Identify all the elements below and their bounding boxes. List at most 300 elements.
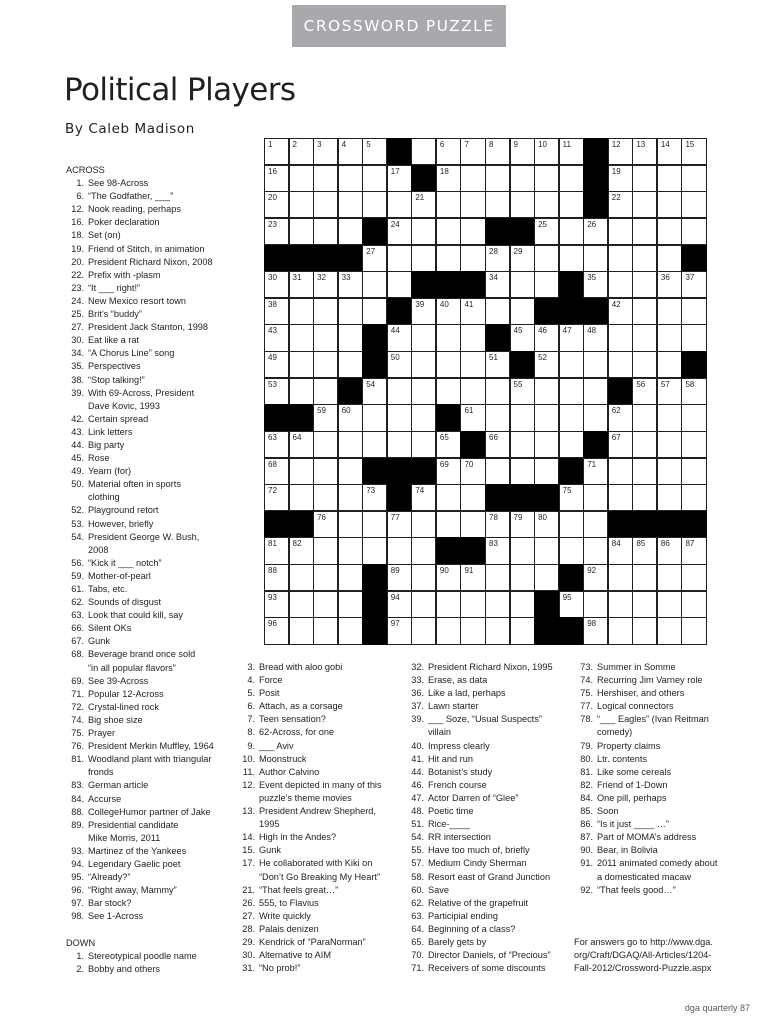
grid-cell[interactable] xyxy=(559,378,584,405)
grid-cell[interactable] xyxy=(264,378,289,405)
grid-cell[interactable] xyxy=(289,431,314,458)
grid-cell[interactable] xyxy=(460,458,485,485)
grid-cell[interactable] xyxy=(657,351,682,378)
grid-cell[interactable] xyxy=(387,431,412,458)
grid-cell[interactable] xyxy=(460,591,485,618)
grid-cell[interactable] xyxy=(583,458,608,485)
grid-cell[interactable] xyxy=(632,484,657,511)
grid-cell[interactable] xyxy=(559,138,584,165)
grid-cell[interactable] xyxy=(510,165,535,192)
grid-cell[interactable] xyxy=(510,245,535,272)
clue xyxy=(405,713,575,726)
grid-cell[interactable] xyxy=(583,484,608,511)
grid-cell[interactable] xyxy=(338,511,363,538)
grid-cell[interactable] xyxy=(264,218,289,245)
grid-cell[interactable] xyxy=(608,191,633,218)
grid-cell[interactable] xyxy=(460,138,485,165)
grid-cell[interactable] xyxy=(460,245,485,272)
grid-cell[interactable] xyxy=(632,165,657,192)
grid-cell[interactable] xyxy=(411,324,436,351)
grid-cell[interactable] xyxy=(559,404,584,431)
grid-cell[interactable] xyxy=(264,324,289,351)
grid-cell[interactable] xyxy=(289,458,314,485)
grid-cell[interactable] xyxy=(608,298,633,325)
grid-cell[interactable] xyxy=(313,191,338,218)
clue-text: Attach, as a corsage xyxy=(259,701,343,712)
grid-cell[interactable] xyxy=(289,564,314,591)
grid-cell[interactable] xyxy=(583,271,608,298)
grid-cell[interactable] xyxy=(362,191,387,218)
grid-cell[interactable] xyxy=(583,404,608,431)
grid-cell[interactable] xyxy=(313,431,338,458)
grid-cell[interactable] xyxy=(313,617,338,644)
grid-cell[interactable] xyxy=(460,298,485,325)
grid-cell[interactable] xyxy=(632,298,657,325)
grid-cell[interactable] xyxy=(460,617,485,644)
grid-cell[interactable] xyxy=(485,138,510,165)
clue-label-number: 39. xyxy=(411,714,424,725)
grid-cell[interactable] xyxy=(338,591,363,618)
grid-cell[interactable] xyxy=(338,404,363,431)
grid-cell[interactable] xyxy=(510,298,535,325)
grid-cell[interactable] xyxy=(313,165,338,192)
grid-cell[interactable] xyxy=(583,564,608,591)
grid-cell[interactable] xyxy=(681,484,706,511)
grid-cell[interactable] xyxy=(657,191,682,218)
grid-cell[interactable] xyxy=(362,271,387,298)
grid-cell[interactable] xyxy=(657,564,682,591)
grid-cell[interactable] xyxy=(387,218,412,245)
grid-cell[interactable] xyxy=(411,351,436,378)
grid-cell[interactable] xyxy=(559,245,584,272)
grid-cell[interactable] xyxy=(583,324,608,351)
grid-cell[interactable] xyxy=(534,564,559,591)
grid-cell[interactable] xyxy=(289,138,314,165)
grid-cell[interactable] xyxy=(289,378,314,405)
grid-cell[interactable] xyxy=(411,138,436,165)
grid-cell[interactable] xyxy=(608,564,633,591)
grid-cell[interactable] xyxy=(559,484,584,511)
grid-cell[interactable] xyxy=(583,591,608,618)
grid-cell[interactable] xyxy=(338,351,363,378)
grid-cell[interactable] xyxy=(436,591,461,618)
grid-cell[interactable] xyxy=(362,378,387,405)
grid-cell[interactable] xyxy=(632,458,657,485)
grid-cell[interactable] xyxy=(436,245,461,272)
grid-cell[interactable] xyxy=(608,218,633,245)
grid-cell[interactable] xyxy=(608,138,633,165)
grid-cell[interactable] xyxy=(632,218,657,245)
grid-cell[interactable] xyxy=(632,191,657,218)
grid-cell[interactable] xyxy=(411,617,436,644)
grid-cell[interactable] xyxy=(387,404,412,431)
grid-cell[interactable] xyxy=(510,378,535,405)
grid-cell[interactable] xyxy=(510,191,535,218)
grid-cell[interactable] xyxy=(559,351,584,378)
clue-label-number: 63. xyxy=(411,910,424,921)
grid-cell[interactable] xyxy=(411,378,436,405)
grid-cell[interactable] xyxy=(411,591,436,618)
grid-cell[interactable] xyxy=(460,378,485,405)
grid-cell[interactable] xyxy=(657,378,682,405)
grid-cell[interactable] xyxy=(485,191,510,218)
grid-cell[interactable] xyxy=(436,138,461,165)
grid-cell[interactable] xyxy=(657,458,682,485)
grid-cell[interactable] xyxy=(313,138,338,165)
grid-cell[interactable] xyxy=(510,271,535,298)
grid-cell[interactable] xyxy=(362,404,387,431)
grid-cell[interactable] xyxy=(411,564,436,591)
grid-cell[interactable] xyxy=(632,591,657,618)
grid-cell[interactable] xyxy=(313,537,338,564)
grid-cell[interactable] xyxy=(632,564,657,591)
grid-cell[interactable] xyxy=(436,564,461,591)
grid-cell[interactable] xyxy=(485,431,510,458)
grid-cell[interactable] xyxy=(264,537,289,564)
grid-cell[interactable] xyxy=(681,378,706,405)
grid-cell[interactable] xyxy=(289,591,314,618)
grid-cell[interactable] xyxy=(313,324,338,351)
grid-cell[interactable] xyxy=(559,191,584,218)
grid-cell[interactable] xyxy=(460,218,485,245)
grid-cell[interactable] xyxy=(362,431,387,458)
grid-cell[interactable] xyxy=(362,298,387,325)
grid-cell[interactable] xyxy=(657,138,682,165)
grid-cell[interactable] xyxy=(608,484,633,511)
clue xyxy=(236,661,406,674)
grid-cell[interactable] xyxy=(338,564,363,591)
clue-number: 39 xyxy=(415,299,425,309)
clue xyxy=(65,858,265,871)
grid-cell[interactable] xyxy=(387,191,412,218)
grid-cell[interactable] xyxy=(608,591,633,618)
grid-cell[interactable] xyxy=(411,431,436,458)
grid-cell[interactable] xyxy=(264,138,289,165)
grid-cell[interactable] xyxy=(338,617,363,644)
clue-label-number: 61. xyxy=(71,584,84,594)
grid-cell[interactable] xyxy=(436,511,461,538)
grid-cell[interactable] xyxy=(313,404,338,431)
grid-cell[interactable] xyxy=(411,511,436,538)
grid-cell[interactable] xyxy=(387,271,412,298)
grid-cell[interactable] xyxy=(436,324,461,351)
grid-cell[interactable] xyxy=(485,165,510,192)
grid-cell[interactable] xyxy=(534,245,559,272)
grid-cell[interactable] xyxy=(534,431,559,458)
grid-cell[interactable] xyxy=(485,617,510,644)
grid-cell[interactable] xyxy=(485,591,510,618)
grid-cell[interactable] xyxy=(460,351,485,378)
grid-cell[interactable] xyxy=(289,324,314,351)
grid-cell[interactable] xyxy=(657,591,682,618)
grid-cell[interactable] xyxy=(681,404,706,431)
grid-cell[interactable] xyxy=(657,404,682,431)
grid-cell[interactable] xyxy=(411,484,436,511)
grid-cell[interactable] xyxy=(510,324,535,351)
grid-cell[interactable] xyxy=(632,245,657,272)
grid-cell[interactable] xyxy=(436,351,461,378)
grid-cell[interactable] xyxy=(436,431,461,458)
grid-cell[interactable] xyxy=(338,431,363,458)
grid-cell[interactable] xyxy=(338,271,363,298)
grid-cell[interactable] xyxy=(338,458,363,485)
grid-cell[interactable] xyxy=(681,271,706,298)
grid-cell[interactable] xyxy=(559,511,584,538)
grid-cell[interactable] xyxy=(632,537,657,564)
grid-cell[interactable] xyxy=(289,484,314,511)
grid-cell[interactable] xyxy=(362,484,387,511)
grid-cell[interactable] xyxy=(681,617,706,644)
grid-cell[interactable] xyxy=(338,165,363,192)
grid-cell[interactable] xyxy=(485,298,510,325)
grid-cell[interactable] xyxy=(338,218,363,245)
grid-cell[interactable] xyxy=(289,191,314,218)
clue-label-number: 12. xyxy=(71,204,84,215)
grid-cell[interactable] xyxy=(411,537,436,564)
grid-cell[interactable] xyxy=(632,378,657,405)
grid-cell[interactable] xyxy=(681,431,706,458)
grid-cell[interactable] xyxy=(460,165,485,192)
grid-cell[interactable] xyxy=(681,138,706,165)
grid-cell[interactable] xyxy=(485,537,510,564)
grid-cell[interactable] xyxy=(387,165,412,192)
grid-cell[interactable] xyxy=(264,351,289,378)
clue-text: Participial ending xyxy=(428,910,498,921)
grid-cell[interactable] xyxy=(583,537,608,564)
grid-cell[interactable] xyxy=(559,591,584,618)
grid-cell[interactable] xyxy=(657,324,682,351)
grid-cell[interactable] xyxy=(485,458,510,485)
grid-cell[interactable] xyxy=(608,324,633,351)
grid-cell[interactable] xyxy=(289,218,314,245)
grid-cell[interactable] xyxy=(534,138,559,165)
grid-cell[interactable] xyxy=(534,191,559,218)
grid-cell[interactable] xyxy=(559,431,584,458)
grid-cell[interactable] xyxy=(387,537,412,564)
grid-cell[interactable] xyxy=(534,537,559,564)
clue xyxy=(574,687,744,700)
grid-cell[interactable] xyxy=(264,591,289,618)
grid-cell[interactable] xyxy=(657,165,682,192)
grid-cell[interactable] xyxy=(657,617,682,644)
grid-cell[interactable] xyxy=(264,271,289,298)
grid-cell[interactable] xyxy=(608,271,633,298)
grid-cell[interactable] xyxy=(510,591,535,618)
grid-cell[interactable] xyxy=(485,245,510,272)
grid-cell[interactable] xyxy=(510,458,535,485)
grid-cell[interactable] xyxy=(411,404,436,431)
grid-cell[interactable] xyxy=(681,191,706,218)
grid-cell[interactable] xyxy=(681,324,706,351)
grid-cell[interactable] xyxy=(264,484,289,511)
grid-cell[interactable] xyxy=(338,324,363,351)
grid-cell[interactable] xyxy=(559,165,584,192)
grid-cell[interactable] xyxy=(313,271,338,298)
grid-cell[interactable] xyxy=(411,191,436,218)
grid-cell[interactable] xyxy=(289,165,314,192)
grid-cell[interactable] xyxy=(264,298,289,325)
grid-cell[interactable] xyxy=(681,165,706,192)
grid-cell[interactable] xyxy=(583,351,608,378)
grid-cell[interactable] xyxy=(289,298,314,325)
grid-cell[interactable] xyxy=(411,218,436,245)
grid-cell[interactable] xyxy=(436,191,461,218)
grid-cell[interactable] xyxy=(681,298,706,325)
grid-cell[interactable] xyxy=(510,138,535,165)
grid-cell[interactable] xyxy=(289,617,314,644)
grid-cell[interactable] xyxy=(534,218,559,245)
grid-cell[interactable] xyxy=(387,378,412,405)
grid-cell[interactable] xyxy=(510,511,535,538)
grid-cell[interactable] xyxy=(559,218,584,245)
grid-cell[interactable] xyxy=(411,245,436,272)
grid-cell[interactable] xyxy=(657,484,682,511)
grid-cell[interactable] xyxy=(436,617,461,644)
grid-cell[interactable] xyxy=(510,617,535,644)
grid-cell[interactable] xyxy=(534,324,559,351)
grid-cell[interactable] xyxy=(313,298,338,325)
grid-cell[interactable] xyxy=(289,351,314,378)
grid-cell[interactable] xyxy=(583,378,608,405)
grid-cell[interactable] xyxy=(460,404,485,431)
grid-cell[interactable] xyxy=(485,511,510,538)
grid-cell[interactable] xyxy=(362,138,387,165)
grid-cell[interactable] xyxy=(436,458,461,485)
grid-cell[interactable] xyxy=(362,245,387,272)
grid-cell[interactable] xyxy=(510,537,535,564)
grid-cell[interactable] xyxy=(632,271,657,298)
grid-cell[interactable] xyxy=(436,378,461,405)
grid-cell[interactable] xyxy=(313,484,338,511)
grid-cell[interactable] xyxy=(632,324,657,351)
clue-text: Poetic time xyxy=(428,806,474,817)
grid-cell[interactable] xyxy=(362,165,387,192)
grid-cell[interactable] xyxy=(510,431,535,458)
grid-cell[interactable] xyxy=(387,351,412,378)
grid-cell[interactable] xyxy=(313,564,338,591)
clue-label-number: 24. xyxy=(71,295,84,306)
grid-cell[interactable] xyxy=(485,351,510,378)
grid-cell[interactable] xyxy=(338,138,363,165)
grid-cell[interactable] xyxy=(559,537,584,564)
grid-cell[interactable] xyxy=(681,591,706,618)
grid-cell[interactable] xyxy=(681,218,706,245)
grid-cell[interactable] xyxy=(534,511,559,538)
grid-cell[interactable] xyxy=(657,245,682,272)
grid-cell[interactable] xyxy=(436,298,461,325)
grid-cell[interactable] xyxy=(681,564,706,591)
grid-cell[interactable] xyxy=(460,564,485,591)
clue-text: Hit and run xyxy=(428,753,473,764)
grid-cell[interactable] xyxy=(338,298,363,325)
grid-cell[interactable] xyxy=(313,511,338,538)
grid-cell[interactable] xyxy=(338,484,363,511)
grid-cell[interactable] xyxy=(534,378,559,405)
grid-cell[interactable] xyxy=(534,351,559,378)
grid-cell[interactable] xyxy=(681,537,706,564)
grid-cell[interactable] xyxy=(608,245,633,272)
grid-cell[interactable] xyxy=(583,245,608,272)
grid-cell[interactable] xyxy=(313,218,338,245)
grid-cell[interactable] xyxy=(313,591,338,618)
grid-cell[interactable] xyxy=(657,298,682,325)
grid-cell[interactable] xyxy=(264,617,289,644)
grid-cell[interactable] xyxy=(460,484,485,511)
grid-cell[interactable] xyxy=(608,431,633,458)
grid-cell[interactable] xyxy=(313,351,338,378)
grid-cell[interactable] xyxy=(289,537,314,564)
grid-cell[interactable] xyxy=(657,218,682,245)
grid-cell[interactable] xyxy=(387,591,412,618)
grid-cell[interactable] xyxy=(608,404,633,431)
grid-cell[interactable] xyxy=(632,138,657,165)
grid-cell[interactable] xyxy=(608,351,633,378)
grid-cell[interactable] xyxy=(608,458,633,485)
grid-cell[interactable] xyxy=(632,404,657,431)
grid-cell[interactable] xyxy=(264,564,289,591)
grid-cell[interactable] xyxy=(510,564,535,591)
grid-cell[interactable] xyxy=(313,378,338,405)
grid-cell[interactable] xyxy=(534,404,559,431)
grid-cell[interactable] xyxy=(436,484,461,511)
grid-cell[interactable] xyxy=(387,564,412,591)
grid-cell[interactable] xyxy=(313,458,338,485)
grid-cell[interactable] xyxy=(387,511,412,538)
grid-cell[interactable] xyxy=(436,165,461,192)
grid-cell[interactable] xyxy=(264,191,289,218)
grid-cell[interactable] xyxy=(681,458,706,485)
grid-cell[interactable] xyxy=(485,378,510,405)
grid-cell[interactable] xyxy=(338,191,363,218)
grid-cell[interactable] xyxy=(608,617,633,644)
grid-cell[interactable] xyxy=(264,165,289,192)
grid-cell[interactable] xyxy=(289,271,314,298)
grid-cell[interactable] xyxy=(583,617,608,644)
grid-cell[interactable] xyxy=(657,431,682,458)
grid-cell[interactable] xyxy=(534,271,559,298)
grid-cell[interactable] xyxy=(657,271,682,298)
grid-cell[interactable] xyxy=(559,324,584,351)
grid-cell[interactable] xyxy=(460,324,485,351)
grid-cell[interactable] xyxy=(362,537,387,564)
grid-cell[interactable] xyxy=(657,537,682,564)
grid-cell[interactable] xyxy=(608,537,633,564)
grid-cell[interactable] xyxy=(583,218,608,245)
grid-cell[interactable] xyxy=(387,617,412,644)
grid-cell[interactable] xyxy=(362,511,387,538)
grid-cell[interactable] xyxy=(485,404,510,431)
grid-cell[interactable] xyxy=(485,271,510,298)
grid-cell[interactable] xyxy=(632,431,657,458)
grid-cell[interactable] xyxy=(632,351,657,378)
grid-cell[interactable] xyxy=(387,324,412,351)
grid-cell[interactable] xyxy=(338,537,363,564)
grid-cell[interactable] xyxy=(387,245,412,272)
grid-cell[interactable] xyxy=(608,165,633,192)
grid-cell[interactable] xyxy=(264,458,289,485)
grid-cell[interactable] xyxy=(460,191,485,218)
grid-cell[interactable] xyxy=(264,431,289,458)
grid-cell[interactable] xyxy=(583,511,608,538)
grid-cell[interactable] xyxy=(411,298,436,325)
grid-cell[interactable] xyxy=(534,165,559,192)
grid-cell[interactable] xyxy=(460,511,485,538)
grid-cell[interactable] xyxy=(436,218,461,245)
grid-cell[interactable] xyxy=(632,617,657,644)
grid-cell[interactable] xyxy=(510,404,535,431)
grid-cell[interactable] xyxy=(485,564,510,591)
grid-cell[interactable] xyxy=(534,458,559,485)
